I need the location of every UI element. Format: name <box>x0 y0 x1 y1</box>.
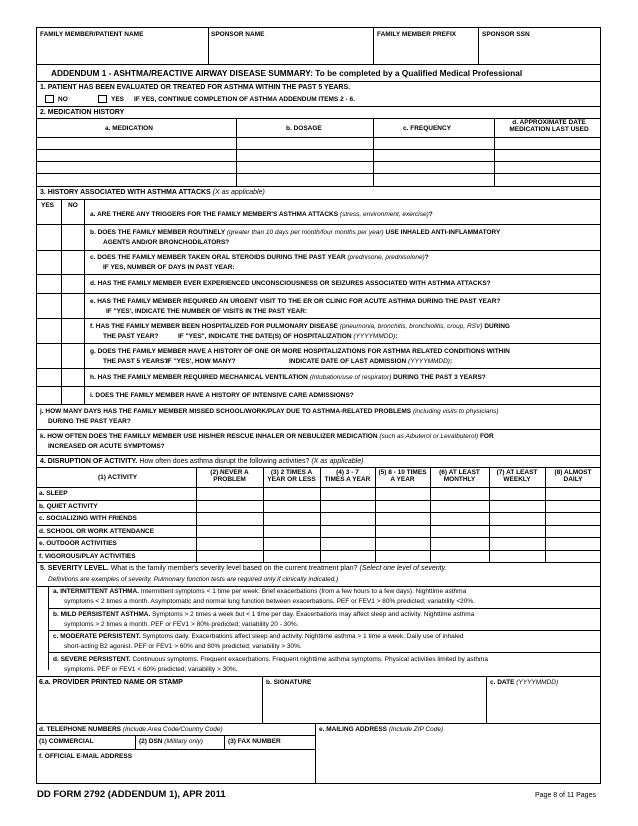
addendum-title: ADDENDUM 1 - ASHTMA/REACTIVE AIRWAY DISEASE SUMMARY: To be completed by a Qualified Medical Professional <box>51 68 523 78</box>
question-3g-line-2a: THE PAST 5 YEARS? <box>103 358 169 365</box>
activity-row-school-work: d. SCHOOL OR WORK ATTENDANCE <box>39 528 155 535</box>
section-3-title <box>40 189 265 197</box>
question-3f: f. HAS THE FAMILY MEMBER BEEN HOSPITALIZED FOR PULMONARY DISEASE (pneumonia, bronchitis, bronchiolitis, croup, RSV) DURING <box>90 323 510 330</box>
question-3d: d. HAS THE FAMILY MEMBER EVER EXPERIENCED UNCONSCIOUSNESS OR SEIZURES ASSOCIATED WITH ASTHMA ATTACKS? <box>90 280 491 287</box>
telephone-numbers-label: d. TELEPHONE NUMBERS (Include Area Code/Country Code) <box>39 726 223 733</box>
section-1-yes-checkbox[interactable] <box>98 95 107 103</box>
col-never-a-problem: (2) NEVER A PROBLEM <box>210 469 249 484</box>
question-3f-line-2a: THE PAST YEAR? <box>103 333 159 340</box>
family-member-patient-name-label: FAMILY MEMBER/PATIENT NAME <box>40 31 144 38</box>
medication-column-header: a. MEDICATION <box>105 125 153 132</box>
activity-row-vigorous: f. VIGOROUS/PLAY ACTIVITIES <box>39 553 136 560</box>
question-3g-line-2b: IF "YES', HOW MANY? <box>166 358 236 365</box>
provider-name-label: 6.a. PROVIDER PRINTED NAME OR STAMP <box>39 679 183 686</box>
section-3-title-text: 3. HISTORY ASSOCIATED WITH ASTHMA ATTACKS <box>40 189 211 196</box>
approx-date-column-header <box>497 119 601 134</box>
commercial-phone-label: (1) COMMERCIAL <box>39 738 94 745</box>
section-4-title: 4. DISRUPTION OF ACTIVITY. How often does asthma disrupt the following activities? (X as applicable) <box>40 458 364 465</box>
severity-severe-persistent: d. SEVERE PERSISTENT. Continuous symptoms. Frequent exacerbations. Frequent nighttime asthma symptoms. Physical activities limited by asthma <box>53 656 488 663</box>
question-3e: e. HAS THE FAMILY MEMBER REQUIRED AN URGENT VISIT TO THE ER OR CLINIC FOR ACUTE ASTHMA DURING THE PAST YEAR? <box>90 298 501 305</box>
frequency-column-header: c. FREQUENCY <box>403 125 452 132</box>
section-1-no-checkbox[interactable] <box>45 95 54 103</box>
section-3-no-header: NO <box>68 202 78 209</box>
col-at-least-weekly: (7) AT LEAST WEEKLY <box>496 469 538 484</box>
section-5-title: 5. SEVERITY LEVEL. What is the family member's severity level based on the current treatment plan? (Select one level of severity. <box>40 565 447 572</box>
question-3i: i. DOES THE FAMILY MEMBER HAVE A HISTORY OF INTENSIVE CARE ADMISSIONS? <box>90 392 354 399</box>
mailing-address-label: e. MAILING ADDRESS (Include ZIP Code) <box>319 726 444 733</box>
fax-number-label: (3) FAX NUMBER <box>228 738 281 745</box>
approx-date-header-line-1: d. APPROXIMATE DATE <box>512 119 586 126</box>
question-3c-line-2: IF YES, NUMBER OF DAYS IN PAST YEAR: <box>103 264 235 271</box>
severity-mild-persistent-line-2: symptoms > 2 times a month. PEF or FEV1 > 80% predicted; variability 20 - 30%. <box>64 621 299 628</box>
section-5-definitions: Definitions are examples of severity. Pulmonary function tests are required only if clinically indicated.) <box>48 576 339 583</box>
section-1-no-label: NO <box>58 96 68 103</box>
medication-row-divider <box>36 149 601 150</box>
official-email-label: f. OFFICIAL E-MAIL ADDRESS <box>39 753 133 760</box>
activity-row-socializing: c. SOCIALIZING WITH FRIENDS <box>39 515 137 522</box>
section-1-title: 1. PATIENT HAS BEEN EVALUATED OR TREATED FOR ASTHMA WITHIN THE PAST 5 YEARS. <box>40 84 351 91</box>
form-identifier: DD FORM 2792 (ADDENDUM 1), APR 2011 <box>37 789 226 800</box>
dsn-phone-label: (2) DSN (Military only) <box>139 738 203 745</box>
col-at-least-monthly: (6) AT LEAST MONTHLY <box>439 469 480 484</box>
question-3e-line-2: IF "YES', INDICATE THE NUMBER OF VISITS IN THE PAST YEAR: <box>106 308 308 315</box>
question-3j-line-2: DURING THE PAST YEAR? <box>48 418 131 425</box>
activity-row-sleep: a. SLEEP <box>39 490 68 497</box>
col-3-7-times-a-year: (4) 3 - 7 TIMES A YEAR <box>324 469 371 484</box>
activity-row-quiet-activity: b. QUIET ACTIVITY <box>39 503 98 510</box>
sponsor-ssn-label: SPONSOR SSN <box>482 31 530 38</box>
question-3b: b. DOES THE FAMILY MEMBER ROUTINELY (greater than 10 days per month/four months per year) USE INHALED ANTI-INFLAMMATORY <box>90 229 501 236</box>
sponsor-name-label: SPONSOR NAME <box>211 31 265 38</box>
question-3f-line-2b: IF "YES", INDICATE THE DATE(S) OF HOSPITALIZATION (YYYYMMDD): <box>178 333 398 340</box>
severity-intermittent-line-2: symptoms < 2 times a month. Asymptomatic and normal lung function between exacerbations. PEF or FEV1 > 80% predicted; variability <20%. <box>64 598 475 605</box>
signature-label: b. SIGNATURE <box>266 679 312 686</box>
col-2-times-a-year-or-less: (3) 2 TIMES A YEAR OR LESS <box>267 469 316 484</box>
question-3g: g. DOES THE FAMILY MEMBER HAVE A HISTORY OF ONE OR MORE HOSPITALIZATIONS FOR ASTHMA RELATED CONDITIONS WITHIN <box>90 348 510 355</box>
medication-row-divider <box>36 173 601 174</box>
question-3a: a. ARE THERE ANY TRIGGERS FOR THE FAMILY MEMBER'S ASTHMA ATTACKS (stress, environment, exercise)? <box>90 211 433 218</box>
approx-date-header-line-2: MEDICATION LAST USED <box>509 126 589 134</box>
section-1-yes-instruction: IF YES, CONTINUE COMPLETION OF ASTHMA ADDENDUM ITEMS 2 - 6. <box>134 96 355 103</box>
family-member-prefix-label: FAMILY MEMBER PREFIX <box>377 31 457 38</box>
severity-mild-persistent: b. MILD PERSISTENT ASTHMA. Symptoms > 2 times a week but < 1 time per day. Exacerbations may affect sleep and activity. Nighttime asthma <box>53 611 475 618</box>
medication-row-divider <box>36 161 601 162</box>
severity-intermittent: a. INTERMITTENT ASTHMA. Intermittent symptoms < 1 time per week. Brief exacerbations (from a few hours to a few days). Nighttime asthma <box>53 588 467 595</box>
activity-row-outdoor: e. OUTDOOR ACTIVITIES <box>39 540 117 547</box>
col-8-10-times-a-year: (5) 8 - 10 TIMES A YEAR <box>378 469 427 484</box>
question-3c: c. DOES THE FAMILY MEMBER TAKEN ORAL STEROIDS DURING THE PAST YEAR (prednisone, prednisolone)? <box>90 254 429 261</box>
severity-moderate-persistent: c. MODERATE PERSISTENT. Symptoms daily. Exacerbations affect sleep and activity. Nighttime asthma > 1 time a week. Daily use of inhaled <box>53 633 464 640</box>
question-3k: k. HOW OFTEN DOES THE FAMILLY MEMBER USE HIS/HER RESCUE INHALER OR NEBULIZER MEDICATION (such as Albuterol or Levalbuterol) FOR <box>40 433 494 440</box>
col-almost-daily: (8) ALMOST DAILY <box>554 469 592 484</box>
date-label: c. DATE (YYYYMMDD) <box>490 679 559 686</box>
question-3k-line-2: INCREASED OR ACUTE SYMPTOMS? <box>48 443 165 450</box>
section-2-title: 2. MEDICATION HISTORY <box>40 109 125 116</box>
page-number: Page 8 of 11 Pages <box>535 792 596 799</box>
question-3j: j. HOW MANY DAYS HAS THE FAMILY MEMBER MISSED SCHOOL/WORK/PLAY DUE TO ASTHMA-RELATED PROBLEMS (including visits to physicians) <box>40 408 499 415</box>
question-3g-line-2c: INDICATE DATE OF LAST ADMISSION (YYYYMMDD): <box>289 358 453 365</box>
severity-moderate-persistent-line-2: short-acting B2 agonist. PEF or FEV1 > 60% and 80% predicted; variability > 30%. <box>64 643 302 650</box>
dosage-column-header: b. DOSAGE <box>286 125 322 132</box>
section-1-yes-label: YES <box>111 96 125 103</box>
question-3h: h. HAS THE FAMILY MEMBER REQUIRED MECHANICAL VENTILATION (Intubation/use of respirator) DURING THE PAST 3 YEARS? <box>90 374 486 381</box>
section-3-title-note: (X as applicable) <box>212 189 265 196</box>
question-3b-line-2: AGENTS AND/OR BRONCHODILATORS? <box>103 239 230 246</box>
section-3-yes-header: YES <box>41 202 55 209</box>
activity-column-header: (1) ACTIVITY <box>98 474 138 481</box>
severity-severe-persistent-line-2: symptoms. PEF or FEV1 < 60% predicted; variability > 30%. <box>64 666 238 673</box>
